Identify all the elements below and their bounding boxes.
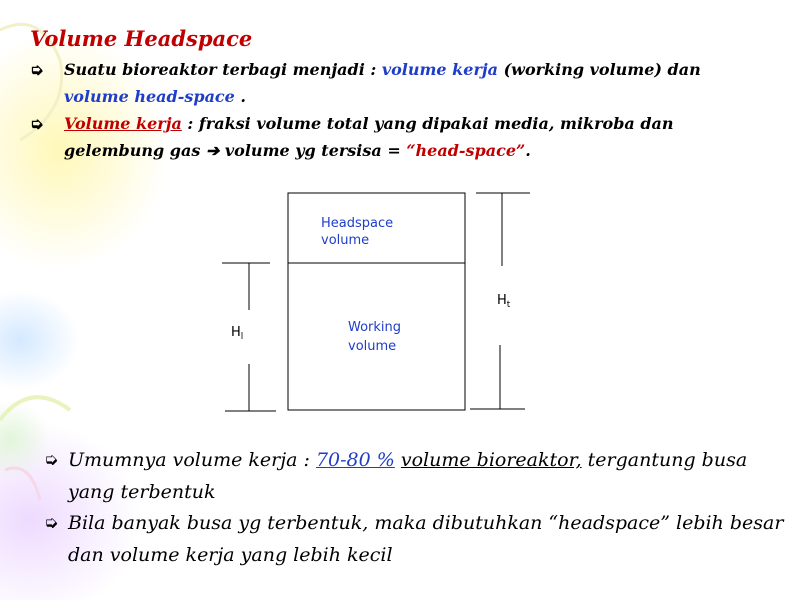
- bullet-arrow-icon: ➭: [44, 513, 59, 533]
- page-title: Volume Headspace: [30, 26, 253, 51]
- bullet-text-part: : fraksi volume total yang dipakai media, mikroba dan: [181, 114, 674, 133]
- term-volume-kerja-link: Volume kerja: [64, 114, 182, 133]
- working-label: Working: [348, 320, 402, 335]
- bullet-arrow-icon: ➭: [30, 114, 44, 133]
- headspace-label: Headspace: [321, 216, 394, 231]
- hl-label: [231, 325, 243, 342]
- bottom-bullet-text: [68, 507, 800, 571]
- bottom-text-part: tergantung busa: [581, 449, 748, 471]
- hl-symbol: H: [231, 325, 241, 340]
- ht-symbol: H: [497, 293, 507, 308]
- working-label: volume: [348, 339, 397, 354]
- ht-label: [497, 293, 511, 310]
- term-volume-headspace: volume head-space: [64, 87, 235, 106]
- bullet-arrow-icon: ➭: [44, 450, 59, 470]
- bottom-text-part: Bila banyak busa yg terbentuk, maka dibutuhkan “headspace” lebih besar: [68, 512, 784, 534]
- bullet-text-part: volume yg tersisa =: [219, 141, 407, 160]
- term-volume-kerja: volume kerja: [381, 60, 499, 79]
- percent-value: 70-80 %: [315, 449, 395, 471]
- bottom-text-part: dan volume kerja yang lebih kecil: [68, 544, 393, 566]
- bottom-text-part: yang terbentuk: [68, 481, 216, 503]
- bullet-text-part: gelembung gas: [64, 141, 206, 160]
- headspace-label: volume: [321, 233, 370, 248]
- bullet-text-part: Suatu bioreaktor terbagi menjadi :: [64, 60, 382, 79]
- bullet-arrow-icon: ➭: [30, 60, 44, 79]
- bottom-bullet-text: [68, 444, 800, 508]
- hl-subscript: l: [240, 332, 244, 342]
- right-arrow-icon: ➔: [205, 141, 220, 160]
- bottom-text-part: Umumnya volume kerja :: [68, 449, 316, 471]
- ht-subscript: t: [506, 300, 511, 310]
- bullet-text-part: (working volume) dan: [498, 60, 701, 79]
- term-headspace-quote: “head-space”: [406, 141, 526, 160]
- bullet-text-part: .: [525, 141, 531, 160]
- volume-bioreaktor-term: volume bioreaktor,: [400, 449, 582, 471]
- bullet-text-part: .: [234, 87, 246, 106]
